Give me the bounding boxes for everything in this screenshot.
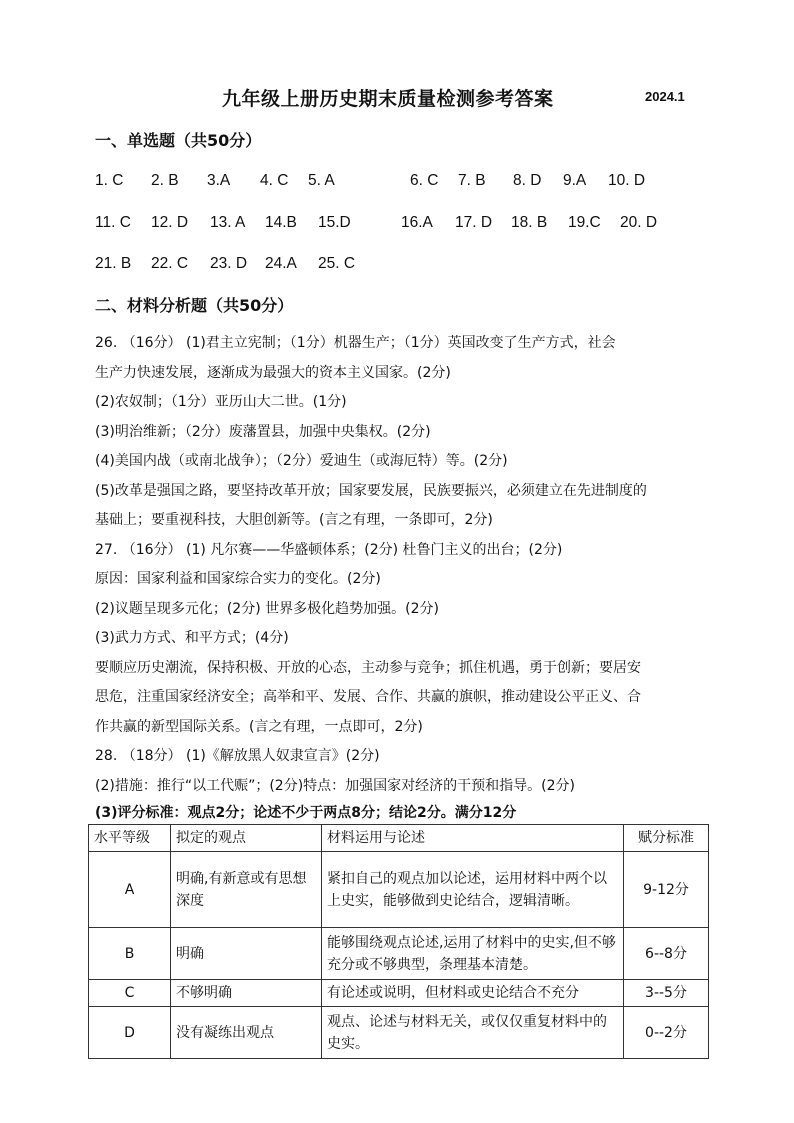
- table-cell-viewpoint: 没有凝练出观点: [171, 1007, 322, 1059]
- page-title: 九年级上册历史期末质量检测参考答案: [222, 88, 554, 110]
- mc-answer: 20. D: [620, 214, 658, 231]
- answer-line: 26. （16分） (1)君主立宪制；（1分）机器生产；（1分）英国改变了生产方式，社会: [95, 335, 616, 351]
- table-cell-level: A: [89, 852, 171, 928]
- answer-line: 生产力快速发展，逐渐成为最强大的资本主义国家。(2分): [95, 364, 451, 381]
- table-cell-viewpoint: 不够明确: [171, 980, 322, 1007]
- answer-line: 思危，注重国家经济安全；高举和平、发展、合作、共赢的旗帜，推动建设公平正义、合: [95, 689, 641, 705]
- answer-line: 28. （18分） (1)《解放黑人奴隶宣言》(2分): [95, 748, 380, 764]
- table-header: 赋分标准: [624, 825, 709, 852]
- answer-line: 作共赢的新型国际关系。(言之有理，一点即可，2分): [95, 718, 423, 735]
- table-header: 材料运用与论述: [322, 825, 624, 852]
- mc-answer: 21. B: [95, 255, 132, 272]
- mc-answer: 23. D: [210, 255, 248, 272]
- table-cell-viewpoint: 明确,有新意或有思想深度: [171, 852, 322, 928]
- table-header: 拟定的观点: [171, 825, 322, 852]
- table-cell-argument: 有论述或说明，但材料或史论结合不充分: [322, 980, 624, 1007]
- answer-line: (3)明治维新；（2分）废藩置县，加强中央集权。(2分): [95, 423, 431, 440]
- mc-answer: 1. C: [95, 172, 124, 189]
- answer-line: (5)改革是强国之路，要坚持改革开放；国家要发展，民族要振兴，必须建立在先进制度的: [95, 482, 647, 499]
- answer-line: 27. （16分） (1) 凡尔赛——华盛顿体系；(2分) 杜鲁门主义的出台；(2分): [95, 541, 563, 558]
- table-cell-level: D: [89, 1007, 171, 1059]
- table-cell-viewpoint: 明确: [171, 928, 322, 980]
- table-cell-score: 0--2分: [624, 1007, 709, 1059]
- mc-answer: 22. C: [151, 255, 189, 272]
- table-row: [89, 1007, 709, 1059]
- mc-answer: 12. D: [151, 214, 189, 231]
- table-cell-score: 9-12分: [624, 852, 709, 928]
- table-row: [89, 928, 709, 980]
- mc-answer: 9.A: [563, 172, 587, 189]
- table-cell-argument: 能够围绕观点论述,运用了材料中的史实,但不够充分或不够典型，条理基本清楚。: [322, 928, 624, 980]
- table-row: [89, 980, 709, 1007]
- mc-answer: 18. B: [511, 214, 548, 231]
- title-row: [0, 84, 794, 114]
- answer-line: (2)农奴制；（1分）亚历山大二世。(1分): [95, 394, 347, 410]
- mc-answer: 17. D: [455, 214, 493, 231]
- mc-answer: 25. C: [318, 255, 356, 272]
- table-cell-level: C: [89, 980, 171, 1007]
- mc-answer: 3.A: [207, 172, 231, 189]
- table-header-row: [89, 825, 709, 852]
- answer-line: 原因：国家利益和国家综合实力的变化。(2分): [95, 571, 381, 587]
- answer-line: (3)武力方式、和平方式；(4分): [95, 630, 289, 646]
- mc-answer: 10. D: [608, 172, 646, 189]
- exam-date: 2024.1: [645, 89, 685, 104]
- answer-line: (2)议题呈现多元化；(2分) 世界多极化趋势加强。(2分): [95, 600, 439, 617]
- mc-answer: 16.A: [401, 214, 433, 231]
- mc-answer: 6. C: [410, 172, 439, 189]
- mc-answer: 4. C: [260, 172, 289, 189]
- mc-answer: 24.A: [265, 255, 297, 272]
- table-header: 水平等级: [89, 825, 171, 852]
- mc-answer: 19.C: [568, 214, 601, 231]
- mc-answer: 7. B: [458, 172, 486, 189]
- answer-line: (2)措施：推行“以工代赈”；(2分)特点：加强国家对经济的干预和指导。(2分): [95, 777, 575, 794]
- mc-answer: 15.D: [318, 214, 351, 231]
- section-heading-single-choice: 一、单选题（共50分）: [95, 131, 262, 150]
- material-analysis-answers: [95, 329, 715, 825]
- answer-line: 基础上；要重视科技，大胆创新等。(言之有理，一条即可，2分): [95, 512, 493, 528]
- table-cell-score: 6--8分: [624, 928, 709, 980]
- mc-answer: 5. A: [308, 172, 335, 189]
- scoring-criteria: (3)评分标准：观点2分；论述不少于两点8分；结论2分。满分12分: [95, 805, 517, 821]
- answer-line: 要顺应历史潮流，保持积极、开放的心态，主动参与竞争；抓住机遇，勇于创新；要居安: [95, 659, 641, 676]
- mc-answer: 8. D: [513, 172, 542, 189]
- mc-answer: 13. A: [210, 214, 246, 231]
- table-row: [89, 852, 709, 928]
- table-cell-argument: 观点、论述与材料无关，或仅仅重复材料中的史实。: [322, 1007, 624, 1059]
- mc-answer: 11. C: [95, 214, 131, 231]
- section-heading-material-analysis: 二、材料分析题（共50分）: [95, 296, 294, 315]
- grading-table: [88, 824, 709, 1059]
- table-cell-level: B: [89, 928, 171, 980]
- table-cell-score: 3--5分: [624, 980, 709, 1007]
- table-cell-argument: 紧扣自己的观点加以论述，运用材料中两个以上史实，能够做到史论结合，逻辑清晰。: [322, 852, 624, 928]
- mc-answer: 2. B: [151, 172, 179, 189]
- mc-answer: 14.B: [265, 214, 297, 231]
- answer-line: (4)美国内战（或南北战争）；（2分）爱迪生（或海厄特）等。(2分): [95, 453, 508, 469]
